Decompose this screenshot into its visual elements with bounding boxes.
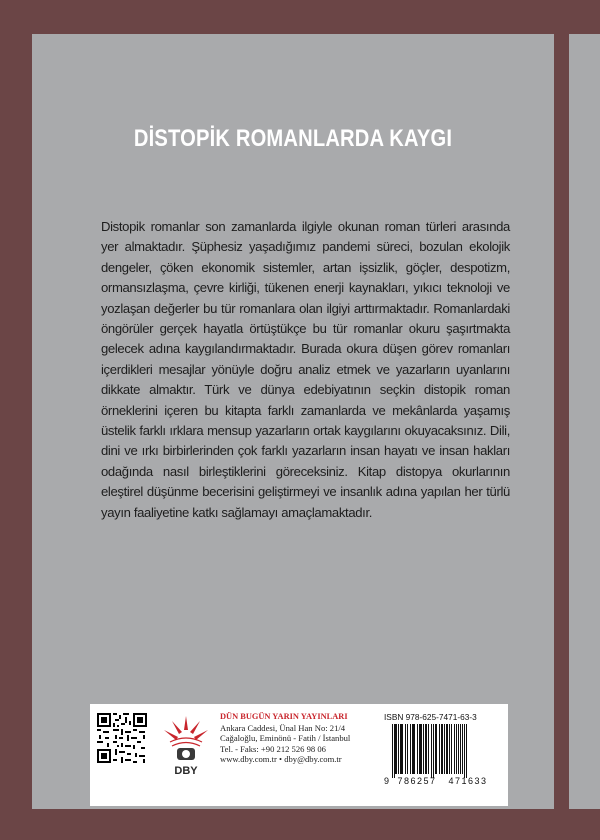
isbn-label: ISBN 978-625-7471-63-3 <box>384 712 477 722</box>
back-cover-panel <box>32 34 554 809</box>
book-title: DİSTOPİK ROMANLARDA KAYGI <box>133 125 453 152</box>
qr-code-icon <box>97 713 147 763</box>
publisher-web: www.dby.com.tr • dby@dby.com.tr <box>220 754 342 764</box>
publisher-name: DÜN BUGÜN YARIN YAYINLARI <box>220 712 348 721</box>
publisher-phone: Tel. - Faks: +90 212 526 98 06 <box>220 743 326 754</box>
logo-text: DBY <box>174 765 198 777</box>
barcode-right-digits: 471633 <box>448 776 488 786</box>
publisher-logo-icon <box>158 712 214 778</box>
barcode-first-digit: 9 <box>384 776 390 786</box>
barcode-left-digits: 786257 <box>397 776 437 786</box>
adjacent-cover-edge <box>569 34 600 809</box>
barcode <box>384 724 502 786</box>
blurb-text: Distopik romanlar son zamanlarda ilgiyle okunan roman türleri arasında yer almaktadır. Şüphesiz yaşadığımız pandemi süreci, bozulan ekolojik dengeler, çöken ekonomik sistemler, artan işsizlik, göçler, despotizm, ormansızlaşma, çevre kirliği, tükenen enerji kaynakları, yıkıcı teknoloji ve yozlaşan değerler bu tür romanlara olan ilgiyi arttırmaktadır. Romanlardaki öngörüler gerçek hayatla örtüştükçe bu tür romanlar okuru şaşırtmakta gelecek adına kaygılandırmaktadır. Burada okura düşen görev romanları içerdikleri mesajlar yönüyle doğru analiz etmek ve yazarların uyanlarını dikkate almaktır. Türk ve dünya edebiyatının seçkin distopik roman örneklerini içeren bu kitapta farklı zamanlarda ve mekânlarda yaşamış üstelik farklı ırklara mensup yazarların ortak kaygılarını okuyacaksınız. Dili, dini ve ırkı birbirlerinden çok farklı yazarların insan hayatı ve insan hakları odağında nasıl birleştiklerini göreceksiniz. Kitap distopya okurlarının eleştirel düşünme becerisini geliştirmeyi ve insanlık adına yapılan her türlü yayın faaliyetine katkı sağlamayı amaçlamaktadır. <box>101 219 510 520</box>
barcode-bars <box>392 724 467 778</box>
publisher-address-line1: Ankara Caddesi, Ünal Han No: 21/4 <box>220 722 346 733</box>
publisher-address-line2: Cağaloğlu, Eminönü - Fatih / İstanbul <box>220 733 351 743</box>
publisher-info <box>220 712 350 765</box>
publisher-footer <box>90 704 508 806</box>
